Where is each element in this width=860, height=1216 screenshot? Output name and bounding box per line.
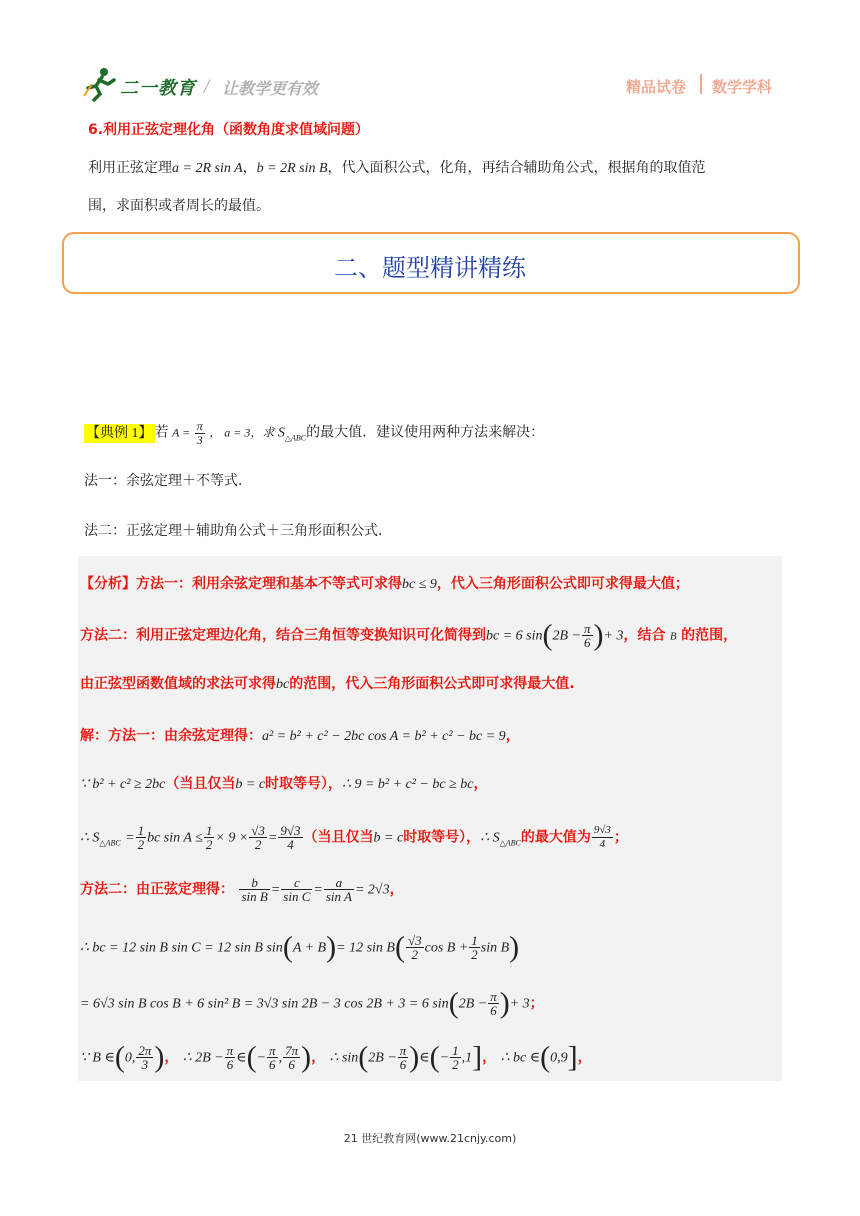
- example-method-1: 法一：余弦定理＋不等式．: [84, 474, 252, 489]
- example-tag: 【典例 1】: [86, 425, 153, 441]
- solution-line-4: 方法二：由正弦定理得： $\frac{b}{\text{sin B}}$ = $\frac{c}{\text{sin C}}$ = $\frac{a}{\text{sin A}}$ = 2√3，: [80, 875, 404, 904]
- solution-line-3: ∴ $S_{\triangle ABC}$ = $\frac{1}{2}$ bc sin A ≤ $\frac{1}{2}$ × 9 × $\frac{√3}{2}$ = $\frac{9√3}{4}$ （当且仅当b = c时取等号），∴ $S_{\triangle ABC}$的最大值为 $\frac{9√3}{4}$ ；: [80, 823, 628, 852]
- brand-slogan: 让教学更有效: [222, 79, 319, 98]
- example-method-2: 法二：正弦定理＋辅助角公式＋三角形面积公式．: [84, 524, 392, 539]
- runner-logo-icon: [82, 66, 118, 102]
- brand-name: 二一教育: [120, 78, 196, 99]
- section-title: 二、题型精讲精练: [334, 254, 526, 282]
- solution-line-7: ∵ B ∈(0, $\frac{2\pi}{3}$ )， ∴ 2B − $\frac{\pi}{6}$ ∈(− $\frac{\pi}{6}$ , $\frac{7\pi}{6}$ )， ∴ sin(2B − $\frac{\pi}{6}$ )∈(− $\frac{1}{2}$ ,1]， ∴ bc ∈(0,9]，: [80, 1040, 592, 1074]
- solution-line-2: ∵ b² + c² ≥ 2bc（当且仅当b = c时取等号），∴ 9 = b² + c² − bc ≥ bc，: [80, 776, 488, 792]
- header-label-premium: 精品试卷: [626, 78, 687, 96]
- solution-line-1: 解：方法一：由余弦定理得：a² = b² + c² − 2bc cos A = b² + c² − bc = 9，: [80, 728, 520, 744]
- header-label-subject: 数学学科: [712, 78, 773, 96]
- topic-line-1: 利用正弦定理a = 2R sin A，b = 2R sin B，代入面积公式，化角，再结合辅助角公式，根据角的取值范: [88, 160, 706, 176]
- analysis-line-3: 由正弦型函数值域的求法可求得bc的范围，代入三角形面积公式即可求得最大值.: [80, 676, 575, 692]
- page-footer: 21 世纪教育网(www.21cnjy.com): [343, 1132, 517, 1145]
- header-divider: [700, 74, 702, 94]
- topic-line-2: 围，求面积或者周长的最值。: [88, 198, 270, 214]
- topic-heading: 6.利用正弦定理化角（函数角度求值域问题）: [88, 122, 370, 138]
- solution-line-6: = 6√3 sin B cos B + 6 sin² B = 3√3 sin 2B − 3 cos 2B + 3 = 6 sin(2B − $\frac{\pi}{6}$ )+ 3；: [80, 986, 544, 1020]
- example-intro: 【典例 1】 若 A = $\frac{\pi}{3}$ ， a = 3，求 $S_{\triangle ABC}$的最大值．建议使用两种方法来解决：: [86, 419, 545, 447]
- analysis-line-1: 【分析】方法一：利用余弦定理和基本不等式可求得bc ≤ 9，代入三角形面积公式即可求得最大值；: [80, 576, 689, 592]
- solution-line-5: ∴ bc = 12 sin B sin C = 12 sin B sin(A + B)= 12 sin B( $\frac{√3}{2}$ cos B + $\frac{1}{2}$ sin B): [80, 930, 520, 964]
- header-slash: /: [204, 76, 210, 95]
- analysis-line-2: 方法二：利用正弦定理边化角，结合三角恒等变换知识可化简得到bc = 6 sin(2B − $\frac{\pi}{6}$ )+ 3，结合 B 的范围，: [80, 618, 738, 652]
